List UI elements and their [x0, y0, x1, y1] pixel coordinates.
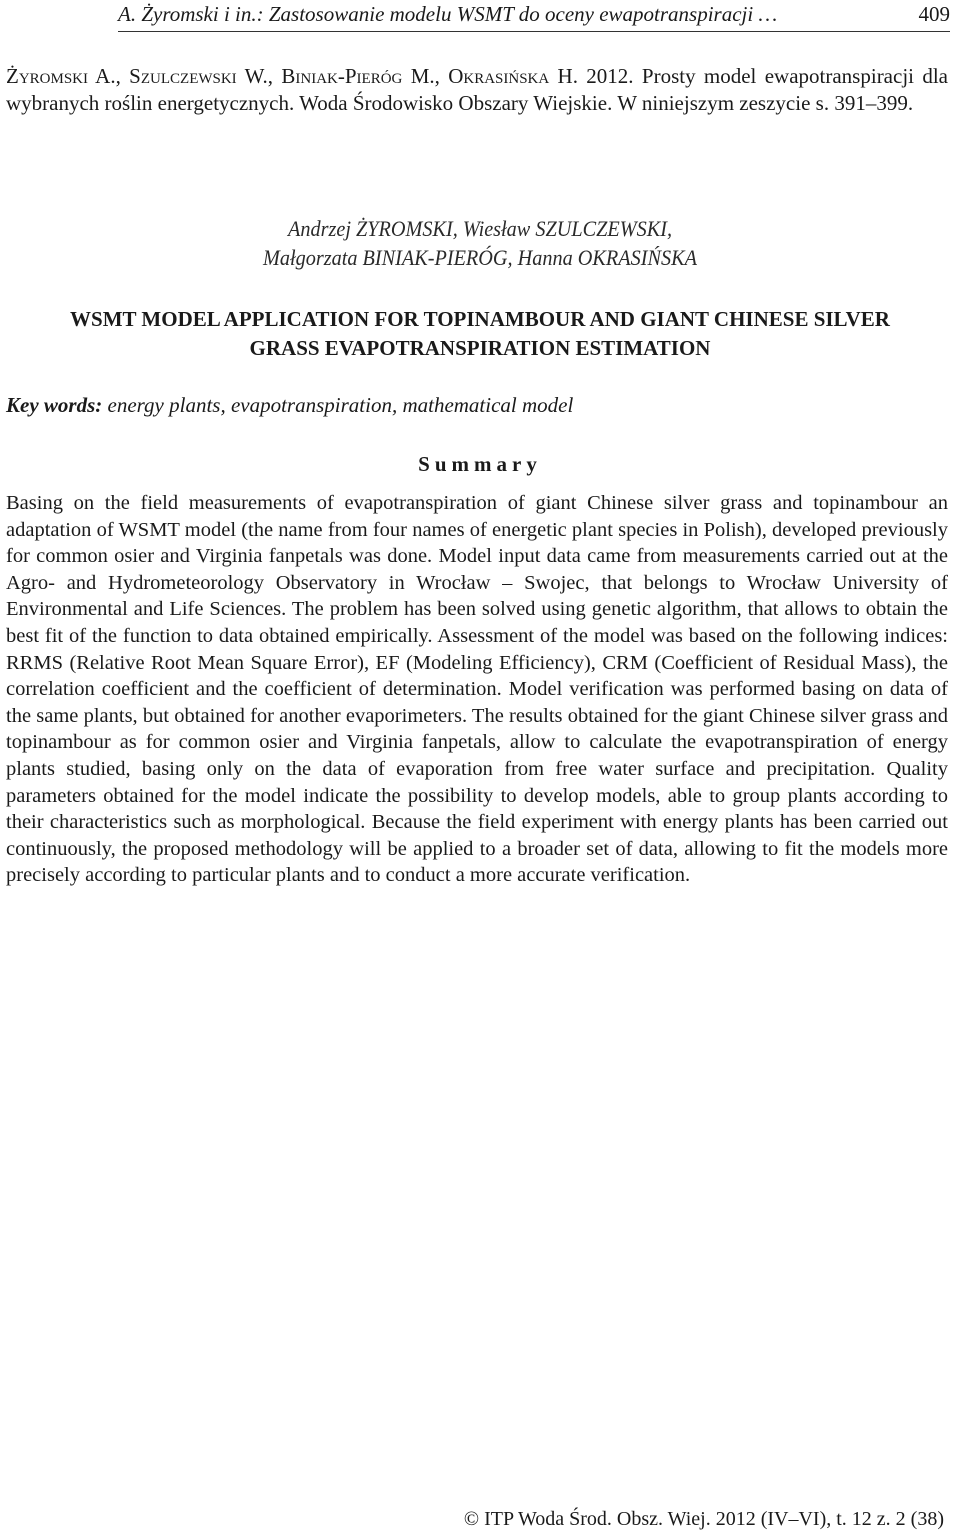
- footer-copyright: © ITP Woda Środ. Obsz. Wiej. 2012 (IV–VI), t. 12 z. 2 (38): [463, 1508, 944, 1530]
- page-number: 409: [918, 2, 950, 26]
- citation-authors: Żyromski A., Szulczewski W., Biniak-Pieróg M., Okrasińska H.: [6, 64, 578, 88]
- keywords-text: energy plants, evapotranspiration, mathematical model: [102, 393, 574, 417]
- summary-body: Basing on the field measurements of evapotranspiration of giant Chinese silver grass and topinambour an adaptation of WSMT model (the name from four names of energetic plant species in Polish), developed previously for common osier and Virginia fanpetals was done. Model input data came from measurements carried out at the Agro- and Hydrometeorology Observatory in Wrocław – Swojec, that belongs to Wrocław University of Environmental and Life Sciences. The problem has been solved using genetic algorithm, that allows to obtain the best fit of the function to data obtained empirically. Assessment of the model was based on the following indices: RRMS (Relative Root Mean Square Error), EF (Modeling Efficiency), CRM (Coefficient of Residual Mass), the correlation coefficient and the coefficient of determination. Model verification was performed basing on data of the same plants, but obtained for another evaporimeters. The results obtained for the giant Chinese silver grass and topinambour as for common osier and Virginia fanpetals, allow to calculate the evapotranspiration of energy plants studied, basing only on the data of evaporation from free water surface and precipitation. Quality parameters obtained for the model indicate the possibility to develop models, able to group plants according to their characteristics such as morphological. Because the field experiment with energy plants has been carried out continuously, the proposed methodology will be applied to a broader set of data, allowing to fit the models more precisely according to particular plants and to conduct a more accurate verification.: [6, 492, 948, 887]
- keywords-label: Key words:: [6, 393, 103, 417]
- paper-title-line-1: WSMT MODEL APPLICATION FOR TOPINAMBOUR AND GIANT CHINESE SILVER: [70, 307, 890, 331]
- author-line-1: Andrzej ŻYROMSKI, Wiesław SZULCZEWSKI,: [287, 216, 673, 241]
- running-title: A. Żyromski i in.: Zastosowanie modelu WSMT do oceny ewapotranspiracji …: [118, 2, 778, 26]
- author-line-2: Małgorzata BINIAK-PIERÓG, Hanna OKRASIŃSKA: [262, 245, 697, 270]
- document-page: [6, 0, 954, 1539]
- paper-title: [6, 305, 954, 363]
- author-list: [44, 214, 916, 272]
- keywords: [6, 393, 954, 418]
- paper-title-line-2: GRASS EVAPOTRANSPIRATION ESTIMATION: [249, 336, 711, 360]
- citation-text: 2012. Prosty model ewapotranspiracji dla wybranych roślin energetycznych. Woda Środowisko Obszary Wiejskie. W niniejszym zeszycie s. 391–399.: [6, 64, 948, 115]
- citation-reference: [6, 63, 948, 117]
- running-header: [118, 2, 950, 32]
- summary-heading: Summary: [418, 452, 542, 476]
